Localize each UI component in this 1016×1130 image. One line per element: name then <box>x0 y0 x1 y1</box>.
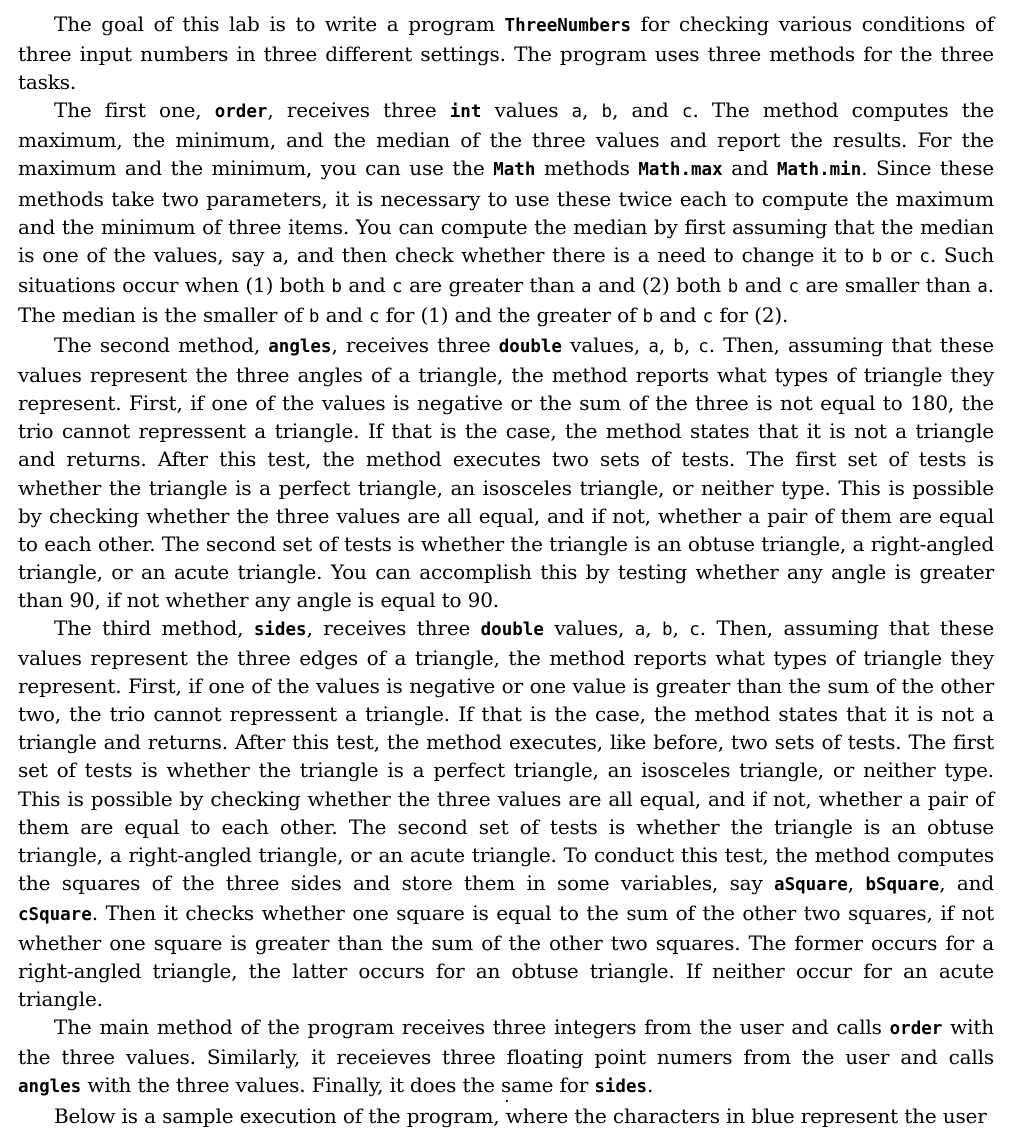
text-run: The second method, <box>54 333 269 358</box>
paragraph-intro <box>18 10 994 96</box>
text-run: , <box>672 615 690 640</box>
text-run: , <box>658 333 674 358</box>
code-term: c <box>698 337 709 358</box>
code-term: a <box>977 276 988 297</box>
text-run: The third method, <box>54 615 254 640</box>
text-run: values, <box>543 615 635 640</box>
code-term: bSquare <box>865 874 940 895</box>
text-run: . The median is the smaller of <box>18 272 994 327</box>
text-run: and <box>738 272 789 297</box>
code-term: order <box>889 1019 943 1040</box>
code-term: order <box>214 102 268 123</box>
text-run: , and <box>612 98 682 123</box>
code-term: b <box>601 102 613 123</box>
text-run: with the three values. Similarly, it receieves three floating point numers from the user and calls <box>18 1015 994 1070</box>
text-run: or <box>882 242 920 267</box>
code-term: b <box>661 619 673 640</box>
code-term: a <box>272 246 283 267</box>
code-term: angles <box>268 337 332 358</box>
text-run: , receives three <box>306 615 481 640</box>
text-run: The goal of this lab is to write a program <box>54 12 505 36</box>
code-term: sides <box>253 619 307 640</box>
code-term: b <box>308 306 320 327</box>
text-run: , <box>582 98 602 123</box>
text-run: values, <box>561 333 649 358</box>
text-run: Below is a sample execution of the program, where the characters in blue represent the user <box>54 1103 987 1128</box>
text-run: are greater than <box>402 272 582 297</box>
text-run: . Then, assuming that these values represent the three edges of a triangle, the method reports what types of triangle they represent. First, if one of the values is negative or one value is greater than the sum of the other two, the trio cannot repressent a triangle. If that is the case, the method states that it is not a triangle and returns. After this test, the method executes, like before, two sets of tests. The first set of tests is whether the triangle is a perfect triangle, an isosceles triangle, or neither type. This is possible by checking whether the three values are all equal, and if not, whether a pair of them are equal to each other. The second set of tests is whether the triangle is an obtuse triangle, a right-angled triangle, or an acute triangle. To conduct this test, the method computes the squares of the three sides and store them in some variables, say <box>18 615 995 895</box>
code-term: c <box>689 619 700 640</box>
code-term: c <box>681 102 693 123</box>
code-term: c <box>392 276 403 297</box>
text-run: . Then, assuming that these values represent the three angles of a triangle, the method reports what types of triangle they represent. First, if one of the values is negative or the sum of the three is not equal to 180, the trio cannot repressent a triangle. If that is the case, the method states that it is not a triangle and returns. After this test, the method executes two sets of tests. The first set of tests is whether the triangle is a perfect triangle, an isosceles triangle, or neither type. This is possible by checking whether the three values are all equal, and if not, whether a pair of them are equal to each other. The second set of tests is whether the triangle is an obtuse triangle, a right-angled triangle, or an acute triangle. You can accomplish this by testing whether any angle is greater than 90, if not whether any angle is equal to 90. <box>18 333 994 612</box>
text-run: and (2) both <box>591 272 728 297</box>
code-term: sides <box>594 1077 648 1098</box>
text-run: , <box>645 615 662 640</box>
code-term: Math <box>493 160 536 181</box>
code-term: c <box>788 276 799 297</box>
code-term: Math.min <box>776 160 862 181</box>
text-run: , and then check whether there is a need to change it to <box>282 242 872 267</box>
text-run: methods <box>535 156 639 181</box>
text-run: , and <box>939 870 994 895</box>
text-run: . Such situations occur when (1) both <box>18 242 994 297</box>
text-run: for (1) and the greater of <box>379 302 643 327</box>
code-term: b <box>331 276 342 297</box>
text-run: The first one, <box>54 98 215 123</box>
text-run: and <box>341 272 393 297</box>
text-run: and <box>653 302 703 327</box>
code-term: Math.max <box>638 160 723 181</box>
page-mark <box>506 1100 508 1102</box>
text-run: values <box>481 98 572 123</box>
text-run: . <box>647 1073 654 1098</box>
text-run: The main method of the program receives three integers from the user and calls <box>54 1015 890 1040</box>
code-term: b <box>871 246 883 267</box>
code-term: b <box>642 306 654 327</box>
code-term: b <box>673 337 684 358</box>
code-term: angles <box>18 1077 82 1098</box>
text-run: , receives three <box>331 333 499 358</box>
code-term: a <box>581 276 592 297</box>
text-run: , <box>683 333 699 358</box>
text-run: , receives three <box>267 98 450 123</box>
paragraph-angles-method <box>18 331 994 614</box>
text-run: for checking various conditions of three input numbers in three different settings. The program uses three methods for the three tasks. <box>18 12 994 95</box>
text-run: for (2). <box>713 302 789 327</box>
paragraph-sides-method <box>18 614 994 1013</box>
text-run: . Since these methods take two parameters, it is necessary to use these twice each to compute the maximum and the minimum of three items. You can compute the median by first assuming that the median is one of the values, say <box>18 156 994 267</box>
code-term: b <box>727 276 739 297</box>
code-term: aSquare <box>774 874 848 895</box>
code-term: ThreeNumbers <box>504 16 631 36</box>
document-body <box>18 10 994 1130</box>
text-run: , <box>847 870 866 895</box>
code-term: a <box>634 619 646 640</box>
text-run: and <box>722 156 777 181</box>
paragraph-main-method <box>18 1013 994 1101</box>
code-term: c <box>368 306 380 327</box>
code-term: int <box>449 102 482 123</box>
code-term: a <box>571 102 583 123</box>
code-term: a <box>648 337 659 358</box>
text-run: . The method computes the maximum, the minimum, and the median of the three values and report the results. For the maximum and the minimum, you can use the <box>18 98 995 181</box>
code-term: double <box>498 337 562 358</box>
text-run: . Then it checks whether one square is equal to the sum of the other two squares, if not whether one square is greater than the sum of the other two squares. The former occurs for a right-angled triangle, the latter occurs for an obtuse triangle. If neither occur for an acute triangle. <box>18 900 994 1012</box>
code-term: c <box>919 246 930 267</box>
text-run: with the three values. Finally, it does the same for <box>81 1073 595 1098</box>
paragraph-sample-execution <box>18 1102 994 1130</box>
text-run: are smaller than <box>798 272 978 297</box>
code-term: double <box>480 619 544 640</box>
text-run: and <box>319 302 369 327</box>
paragraph-order-method <box>18 96 994 331</box>
code-term: c <box>702 306 714 327</box>
code-term: cSquare <box>18 904 92 925</box>
